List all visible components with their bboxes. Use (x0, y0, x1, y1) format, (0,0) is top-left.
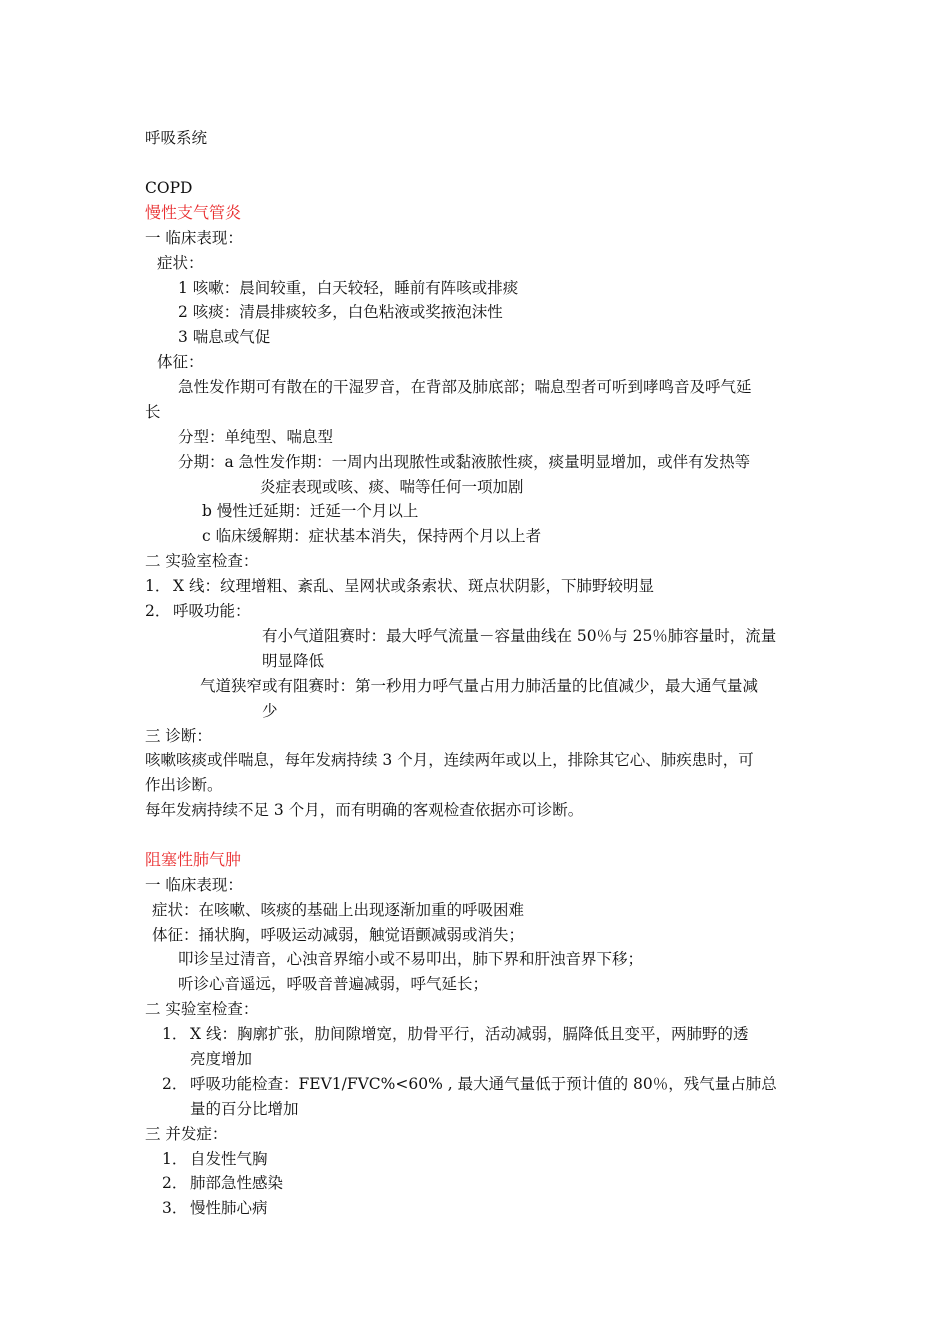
signs-text: 体征：捅状胸，呼吸运动减弱，触觉语颤减弱或消失； (152, 926, 525, 944)
stage-remission: c 临床缓解期：症状基本消失，保持两个月以上者 (202, 527, 542, 545)
stage-acute-cont: 炎症表现或咳、痰、喘等任何一项加剧 (260, 478, 524, 496)
list-text: X 线：纹理增粗、紊乱、呈网状或条索状、斑点状阴影，下肺野较明显 (173, 577, 654, 595)
lab-item-function (162, 1074, 777, 1094)
clinical-heading: 一 临床表现： (145, 876, 243, 894)
stage-acute: 分期：a 急性发作期：一周内出现脓性或黏液脓性痰，痰量明显增加，或伴有发热等 (178, 453, 751, 471)
clinical-heading: 一 临床表现： (145, 229, 243, 247)
diagnosis-text-2: 每年发病持续不足 3 个月，而有明确的客观检查依据亦可诊断。 (145, 801, 584, 819)
symptoms-label: 症状： (157, 254, 204, 272)
list-text: 呼吸功能： (173, 602, 251, 620)
list-number: 3． (162, 1199, 188, 1217)
list-number: 1． (162, 1150, 188, 1168)
list-text: X 线：胸廓扩张，肋间隙增宽，肋骨平行，活动减弱，膈降低且变平，两肺野的透 (190, 1025, 749, 1043)
diagnosis-heading: 三 诊断： (145, 727, 212, 745)
lab-heading: 二 实验室检查： (145, 552, 259, 570)
list-number: 1． (145, 577, 171, 595)
symptom-item: 1 咳嗽：晨间较重，白天较轻，睡前有阵咳或排痰 (178, 279, 519, 297)
auscultation-text: 听诊心音遥远，呼吸音普遍减弱，呼气延长； (178, 975, 489, 993)
symptoms-text: 症状：在咳嗽、咳痰的基础上出现逐渐加重的呼吸困难 (152, 901, 525, 919)
types-text: 分型：单纯型、喘息型 (178, 428, 334, 446)
lab-airway-narrow: 气道狭窄或有阻赛时：第一秒用力呼气量占用力肺活量的比值减少，最大通气量减 (200, 677, 759, 695)
lab-small-airway: 有小气道阻赛时：最大呼气流量－容量曲线在 50％与 25％肺容量时，流量 (262, 627, 777, 645)
list-number: 2． (145, 602, 171, 620)
list-text: 呼吸功能检查：FEV1/FVC%<60% , 最大通气量低于预计值的 80％，残气量占肺总 (190, 1075, 777, 1093)
symptom-item: 3 喘息或气促 (178, 328, 271, 346)
signs-label: 体征： (157, 353, 204, 371)
list-number: 2． (162, 1075, 188, 1093)
symptom-item: 2 咳痰：清晨排痰较多，白色粘液或奖掖泡沫性 (178, 303, 503, 321)
lab-item-xray-cont: 亮度增加 (190, 1050, 253, 1068)
doc-title: 呼吸系统 (145, 129, 208, 147)
heading-chronic-bronchitis: 慢性支气管炎 (145, 203, 242, 222)
list-item (162, 1149, 268, 1169)
signs-text: 急性发作期可有散在的干湿罗音，在背部及肺底部；喘息型者可听到哮鸣音及呼气延 (178, 378, 752, 396)
lab-small-airway-cont: 明显降低 (262, 652, 325, 670)
lab-airway-narrow-cont: 少 (262, 702, 278, 720)
lab-item-function (145, 601, 251, 621)
list-number: 2． (162, 1174, 188, 1192)
percussion-text: 叩诊呈过清音，心浊音界缩小或不易叩出，肺下界和肝浊音界下移； (178, 950, 644, 968)
lab-heading: 二 实验室检查： (145, 1000, 259, 1018)
copd-label: COPD (145, 179, 193, 197)
heading-emphysema: 阻塞性肺气肿 (145, 850, 242, 869)
list-text: 自发性气胸 (190, 1150, 268, 1168)
diagnosis-text: 咳嗽咳痰或伴喘息，每年发病持续 3 个月，连续两年或以上，排除其它心、肺疾患时，可 (145, 751, 754, 769)
list-text: 慢性肺心病 (190, 1199, 268, 1217)
lab-item-function-cont: 量的百分比增加 (190, 1100, 299, 1118)
lab-item-xray (162, 1024, 748, 1044)
stage-chronic: b 慢性迁延期：迁延一个月以上 (202, 502, 419, 520)
lab-item-xray (145, 576, 654, 596)
list-text: 肺部急性感染 (190, 1174, 284, 1192)
signs-text-cont: 长 (145, 403, 161, 421)
list-item (162, 1173, 283, 1193)
list-item (162, 1198, 268, 1218)
list-number: 1． (162, 1025, 188, 1043)
diagnosis-text-cont: 作出诊断。 (145, 776, 223, 794)
complications-heading: 三 并发症： (145, 1125, 228, 1143)
